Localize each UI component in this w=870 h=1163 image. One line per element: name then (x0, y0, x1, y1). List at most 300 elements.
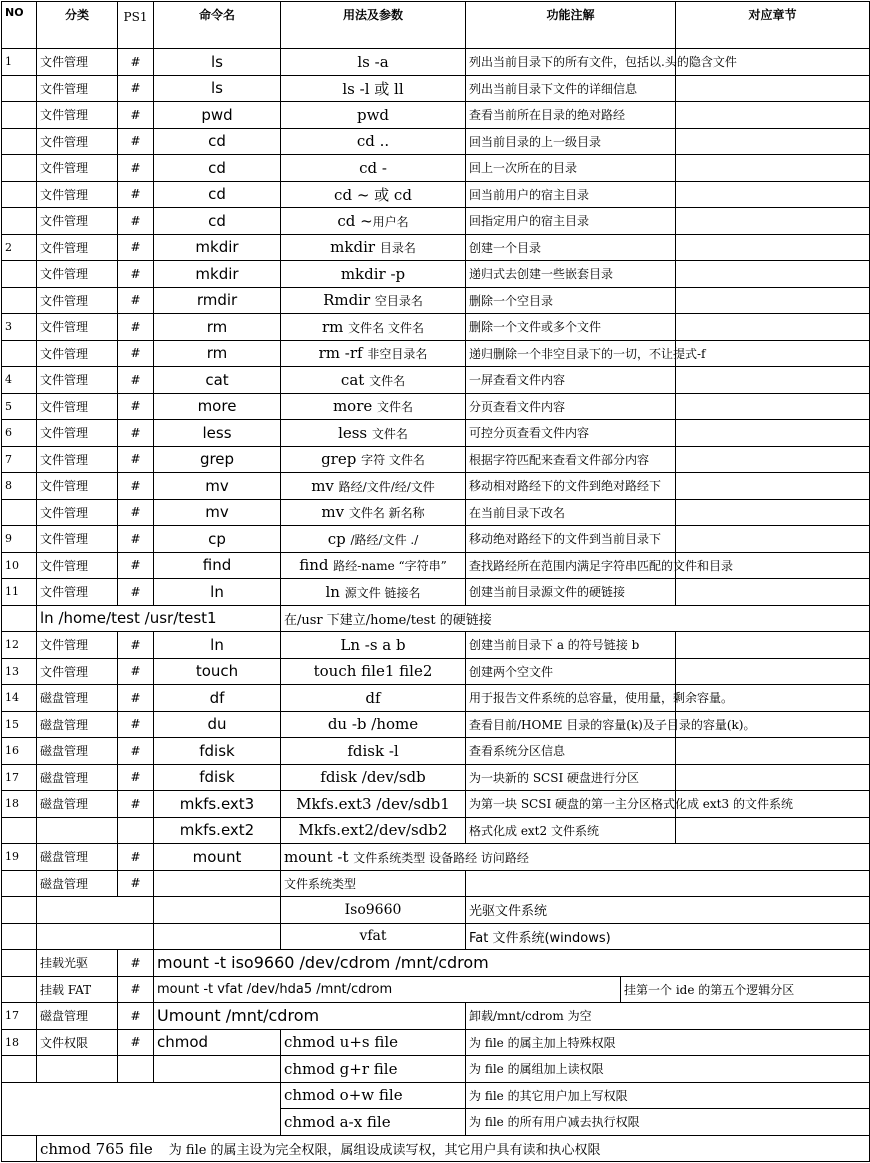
table-row (2, 128, 870, 155)
row-category: 文件管理 (37, 287, 118, 314)
usage-text: mkdir (330, 238, 380, 257)
usage-cell (281, 499, 466, 526)
mount-cdrom-row (2, 950, 870, 977)
table-row (2, 473, 870, 500)
row-description: 在当前目录下改名 (466, 499, 676, 526)
row-description: 移动相对路经下的文件到绝对路经下 (466, 473, 676, 500)
row-category: 文件权限 (37, 1029, 118, 1056)
umount-description: 卸载/mnt/cdrom 为空 (466, 1003, 870, 1030)
usage-cell (281, 128, 466, 155)
row-description: 删除一个空目录 (466, 287, 676, 314)
row-description: 查看系统分区信息 (466, 738, 676, 765)
row-command: ls (154, 49, 281, 76)
row-command (154, 923, 281, 950)
usage-text: mv (321, 503, 349, 522)
row-chapter (676, 632, 870, 659)
row-chapter (676, 155, 870, 182)
usage-arg-text: 空目录名 (374, 294, 423, 309)
row-chapter (676, 473, 870, 500)
row-chapter (676, 75, 870, 102)
row-no (2, 870, 37, 897)
table-row (2, 552, 870, 579)
row-no (2, 261, 37, 288)
chmod-usage: chmod u+s file (281, 1029, 466, 1056)
table-row (2, 526, 870, 553)
row-category: 文件管理 (37, 155, 118, 182)
usage-text: cd .. (356, 132, 390, 151)
table-row (2, 181, 870, 208)
row-command: less (154, 420, 281, 447)
usage-cell (281, 738, 466, 765)
usage-text: cp (327, 529, 351, 548)
row-chapter (676, 499, 870, 526)
usage-text: find (299, 556, 334, 575)
usage-text: ln (325, 582, 345, 601)
usage-text: Mkfs.ext2/dev/sdb2 (298, 821, 448, 840)
table-row (2, 420, 870, 447)
row-category: 文件管理 (37, 49, 118, 76)
table-row (2, 685, 870, 712)
usage-arg-text: /路经/文件 ./ (350, 532, 419, 547)
usage-cell (281, 632, 466, 659)
row-description: 列出当前目录下的所有文件，包括以.头的隐含文件 (466, 49, 676, 76)
usage-arg-text: 文件名 (377, 400, 414, 415)
usage-arg-text: 文件名 (369, 373, 406, 388)
row-prompt: # (118, 287, 154, 314)
row-no: 16 (2, 738, 37, 765)
row-command: mv (154, 499, 281, 526)
row-no: 5 (2, 393, 37, 420)
row-category: 文件管理 (37, 658, 118, 685)
row-category: 文件管理 (37, 579, 118, 606)
row-description: 创建两个空文件 (466, 658, 676, 685)
chmod-description: 为 file 的所有用户减去执行权限 (466, 1109, 870, 1136)
footer-command: chmod 765 file (40, 1139, 153, 1158)
usage-text: less (338, 423, 372, 442)
row-prompt: # (118, 499, 154, 526)
row-category: 文件管理 (37, 208, 118, 235)
row-command: cd (154, 155, 281, 182)
row-no: 13 (2, 658, 37, 685)
usage-text: cat (340, 370, 370, 389)
table-row (2, 393, 870, 420)
usage-text: du -b /home (327, 715, 419, 734)
row-chapter (676, 102, 870, 129)
mount-fat-row (2, 976, 870, 1003)
row-command (154, 897, 281, 924)
row-blank (37, 897, 154, 924)
mount-fat-note: 挂第一个 ide 的第五个逻辑分区 (621, 976, 870, 1003)
usage-cell (281, 764, 466, 791)
usage-text: cd ~ (337, 211, 373, 230)
row-description: 为一块新的 SCSI 硬盘进行分区 (466, 764, 676, 791)
header-command: 命令名 (154, 2, 281, 49)
row-prompt: # (118, 181, 154, 208)
usage-cell (281, 446, 466, 473)
row-category: 文件管理 (37, 75, 118, 102)
row-prompt: # (118, 658, 154, 685)
row-prompt: # (118, 632, 154, 659)
row-no (2, 287, 37, 314)
row-category: 磁盘管理 (37, 870, 118, 897)
row-no (2, 155, 37, 182)
chmod-usage: chmod g+r file (281, 1056, 466, 1083)
fs-type-row (2, 923, 870, 950)
table-row (2, 446, 870, 473)
row-command: fdisk (154, 738, 281, 765)
table-row (2, 658, 870, 685)
row-description: 递归式去创建一些嵌套目录 (466, 261, 676, 288)
usage-arg-text: 源文件 链接名 (344, 585, 421, 600)
row-description: 可控分页查看文件内容 (466, 420, 676, 447)
row-no: 15 (2, 711, 37, 738)
usage-text: pwd (356, 105, 390, 124)
row-chapter (676, 393, 870, 420)
usage-arg-text: 文件名 文件名 (348, 320, 424, 335)
row-prompt: # (118, 1029, 154, 1056)
header-function: 功能注解 (466, 2, 676, 49)
row-no (2, 208, 37, 235)
row-no (2, 817, 37, 844)
chmod-row (2, 1056, 870, 1083)
fs-type-label: 文件系统类型 (281, 870, 466, 897)
usage-text: fdisk -l (347, 741, 399, 760)
row-prompt: # (118, 208, 154, 235)
row-category (37, 1056, 118, 1083)
row-no: 18 (2, 791, 37, 818)
chmod-description: 为 file 的属组加上读权限 (466, 1056, 870, 1083)
table-row (2, 738, 870, 765)
row-category: 文件管理 (37, 128, 118, 155)
row-command: cd (154, 128, 281, 155)
usage-text: mount -t (284, 847, 354, 866)
footer-cell (37, 1135, 870, 1162)
row-command: pwd (154, 102, 281, 129)
row-prompt: # (118, 738, 154, 765)
row-description: 回上一次所在的目录 (466, 155, 676, 182)
usage-cell (281, 791, 466, 818)
row-no (2, 950, 37, 977)
row-description: 移动绝对路经下的文件到当前目录下 (466, 526, 676, 553)
usage-text: Ln -s a b (340, 635, 406, 654)
usage-cell (281, 49, 466, 76)
row-category: 挂载 FAT (37, 976, 118, 1003)
command-table (1, 1, 870, 1162)
row-no: 2 (2, 234, 37, 261)
row-no: 10 (2, 552, 37, 579)
row-category: 磁盘管理 (37, 844, 118, 871)
row-description: 格式化成 ext2 文件系统 (466, 817, 676, 844)
row-command: mount (154, 844, 281, 871)
row-category (37, 817, 118, 844)
usage-cell (281, 579, 466, 606)
chmod-usage: chmod a-x file (281, 1109, 466, 1136)
usage-cell (281, 234, 466, 261)
row-chapter (676, 314, 870, 341)
row-no (2, 181, 37, 208)
row-chapter (676, 420, 870, 447)
row-prompt: # (118, 155, 154, 182)
row-category: 文件管理 (37, 261, 118, 288)
row-no: 3 (2, 314, 37, 341)
row-command: rmdir (154, 287, 281, 314)
table-row (2, 208, 870, 235)
mount-cdrom-command: mount -t iso9660 /dev/cdrom /mnt/cdrom (154, 950, 870, 977)
row-command: ln (154, 632, 281, 659)
row-description: 为第一块 SCSI 硬盘的第一主分区格式化成 ext3 的文件系统 (466, 791, 676, 818)
row-command: rm (154, 314, 281, 341)
chmod-usage: chmod o+w file (281, 1082, 466, 1109)
table-row (2, 155, 870, 182)
row-description: 查看目前/HOME 目录的容量(k)及子目录的容量(k)。 (466, 711, 676, 738)
row-chapter (676, 367, 870, 394)
row-prompt: # (118, 526, 154, 553)
row-no: 14 (2, 685, 37, 712)
row-no (2, 102, 37, 129)
row-no (2, 923, 37, 950)
table-row (2, 632, 870, 659)
row-category: 磁盘管理 (37, 764, 118, 791)
fs-type-name: vfat (281, 923, 466, 950)
usage-arg-text: 文件名 新名称 (348, 506, 425, 521)
table-row (2, 579, 870, 606)
row-prompt: # (118, 552, 154, 579)
row-chapter (676, 579, 870, 606)
row-description: 创建当前目录源文件的硬链接 (466, 579, 676, 606)
row-command: df (154, 685, 281, 712)
row-category: 磁盘管理 (37, 791, 118, 818)
header-no: NO (2, 2, 37, 49)
usage-cell (281, 75, 466, 102)
chmod-description: 为 file 的属主加上特殊权限 (466, 1029, 870, 1056)
row-prompt: # (118, 870, 154, 897)
row-description: 列出当前目录下文件的详细信息 (466, 75, 676, 102)
row-chapter (676, 287, 870, 314)
row-category: 文件管理 (37, 181, 118, 208)
row-command: mv (154, 473, 281, 500)
row-category: 文件管理 (37, 340, 118, 367)
row-chapter (676, 817, 870, 844)
row-prompt: # (118, 367, 154, 394)
table-row (2, 261, 870, 288)
row-prompt: # (118, 711, 154, 738)
usage-text: touch file1 file2 (313, 662, 433, 681)
row-category: 磁盘管理 (37, 685, 118, 712)
row-chapter (676, 208, 870, 235)
row-no (2, 1056, 37, 1083)
row-prompt: # (118, 340, 154, 367)
table-row (2, 340, 870, 367)
table-row (2, 234, 870, 261)
usage-text: mv (311, 476, 339, 495)
usage-text: cd - (359, 158, 387, 177)
row-chapter (676, 261, 870, 288)
usage-text: more (332, 397, 378, 416)
row-category: 文件管理 (37, 314, 118, 341)
usage-cell (281, 208, 466, 235)
row-category: 磁盘管理 (37, 1003, 118, 1030)
row-no (2, 128, 37, 155)
chmod-description: 为 file 的其它用户加上写权限 (466, 1082, 870, 1109)
row-command: du (154, 711, 281, 738)
row-command: more (154, 393, 281, 420)
row-description: 创建一个目录 (466, 234, 676, 261)
row-prompt: # (118, 976, 154, 1003)
table-row (2, 764, 870, 791)
row-category: 文件管理 (37, 552, 118, 579)
row-prompt: # (118, 393, 154, 420)
row-command: fdisk (154, 764, 281, 791)
row-category: 文件管理 (37, 526, 118, 553)
row-description: 回当前用户的宿主目录 (466, 181, 676, 208)
row-command: find (154, 552, 281, 579)
usage-text: grep (321, 450, 362, 469)
row-chapter (676, 738, 870, 765)
row-command: mkfs.ext2 (154, 817, 281, 844)
row-description: 递归删除一个非空目录下的一切，不让提式-f (466, 340, 676, 367)
row-description: 创建当前目录下 a 的符号链接 b (466, 632, 676, 659)
row-description: 用于报告文件系统的总容量，使用量，剩余容量。 (466, 685, 676, 712)
row-chapter (676, 764, 870, 791)
row-category: 文件管理 (37, 473, 118, 500)
usage-cell (281, 287, 466, 314)
row-prompt: # (118, 1003, 154, 1030)
row-no: 6 (2, 420, 37, 447)
row-no (2, 897, 37, 924)
row-chapter (676, 181, 870, 208)
row-no: 4 (2, 367, 37, 394)
row-no (2, 75, 37, 102)
row-prompt: # (118, 420, 154, 447)
row-no (2, 499, 37, 526)
header-row (2, 2, 870, 49)
usage-arg-text: 非空目录名 (367, 347, 428, 362)
usage-text: Rmdir (323, 291, 375, 310)
row-command: touch (154, 658, 281, 685)
row-no: 11 (2, 579, 37, 606)
table-row (2, 817, 870, 844)
usage-cell (281, 473, 466, 500)
usage-cell (281, 685, 466, 712)
row-prompt: # (118, 446, 154, 473)
row-blank (37, 923, 154, 950)
row-no: 19 (2, 844, 37, 871)
usage-arg-text: 路经/文件/经/文件 (338, 479, 435, 494)
row-chapter (676, 234, 870, 261)
usage-cell (281, 155, 466, 182)
usage-text: rm -rf (318, 344, 368, 363)
row-command: rm (154, 340, 281, 367)
row-description: 分页查看文件内容 (466, 393, 676, 420)
table-row (2, 791, 870, 818)
fs-type-description: Fat 文件系统(windows) (466, 923, 870, 950)
row-chapter (676, 526, 870, 553)
chmod-row (2, 1029, 870, 1056)
row-category: 磁盘管理 (37, 738, 118, 765)
row-prompt: # (118, 579, 154, 606)
usage-cell (281, 711, 466, 738)
fs-type-name: Iso9660 (281, 897, 466, 924)
row-no (2, 340, 37, 367)
usage-cell (281, 817, 466, 844)
row-command (154, 870, 281, 897)
usage-cell (281, 181, 466, 208)
footer-row (2, 1135, 870, 1162)
umount-row (2, 1003, 870, 1030)
row-prompt: # (118, 314, 154, 341)
usage-cell (281, 393, 466, 420)
ln-example-description: 在/usr 下建立/home/test 的硬链接 (281, 605, 870, 632)
row-description: 查找路经所在范围内满足字符串匹配的文件和目录 (466, 552, 676, 579)
row-prompt (118, 817, 154, 844)
usage-cell (281, 102, 466, 129)
row-no (2, 976, 37, 1003)
usage-cell (281, 367, 466, 394)
row-prompt: # (118, 791, 154, 818)
usage-cell (281, 552, 466, 579)
usage-cell (281, 314, 466, 341)
row-no: 8 (2, 473, 37, 500)
footer-description: 为 file 的属主设为完全权限，属组设成读写权，其它用户具有读和执心权限 (168, 1142, 601, 1158)
row-category: 文件管理 (37, 234, 118, 261)
ln-example-row (2, 605, 870, 632)
row-command: mkdir (154, 234, 281, 261)
row-prompt: # (118, 261, 154, 288)
ln-example-command: ln /home/test /usr/test1 (37, 605, 281, 632)
row-command: mkfs.ext3 (154, 791, 281, 818)
row-prompt: # (118, 49, 154, 76)
fs-type-row (2, 897, 870, 924)
row-prompt: # (118, 950, 154, 977)
row-no: 17 (2, 1003, 37, 1030)
usage-text: rm (322, 317, 349, 336)
header-chapter: 对应章节 (676, 2, 870, 49)
usage-arg-text: 字符 文件名 (361, 453, 425, 468)
usage-text: fdisk /dev/sdb (320, 768, 426, 787)
fs-type-header-row (2, 870, 870, 897)
mount-fat-command: mount -t vfat /dev/hda5 /mnt/cdrom (154, 976, 621, 1003)
row-no: 12 (2, 632, 37, 659)
usage-cell (281, 340, 466, 367)
table-row (2, 287, 870, 314)
usage-cell (281, 261, 466, 288)
row-blank (466, 870, 870, 897)
row-prompt: # (118, 128, 154, 155)
usage-cell (281, 526, 466, 553)
umount-command: Umount /mnt/cdrom (154, 1003, 466, 1030)
usage-text: ls -l 或 ll (342, 79, 404, 98)
row-description: 一屏查看文件内容 (466, 367, 676, 394)
row-category: 磁盘管理 (37, 711, 118, 738)
row-category: 文件管理 (37, 393, 118, 420)
table-row (2, 314, 870, 341)
table-row (2, 499, 870, 526)
table-row (2, 49, 870, 76)
row-category: 文件管理 (37, 499, 118, 526)
row-no: 1 (2, 49, 37, 76)
row-prompt: # (118, 685, 154, 712)
row-prompt: # (118, 764, 154, 791)
usage-arg-text: 文件系统类型 设备路经 访问路经 (353, 850, 529, 865)
usage-cell (281, 658, 466, 685)
row-command: cd (154, 208, 281, 235)
header-category: 分类 (37, 2, 118, 49)
row-chapter (676, 446, 870, 473)
row-prompt: # (118, 234, 154, 261)
usage-arg-text: 文件名 (371, 426, 408, 441)
row-no: 17 (2, 764, 37, 791)
row-command: chmod (154, 1029, 281, 1056)
